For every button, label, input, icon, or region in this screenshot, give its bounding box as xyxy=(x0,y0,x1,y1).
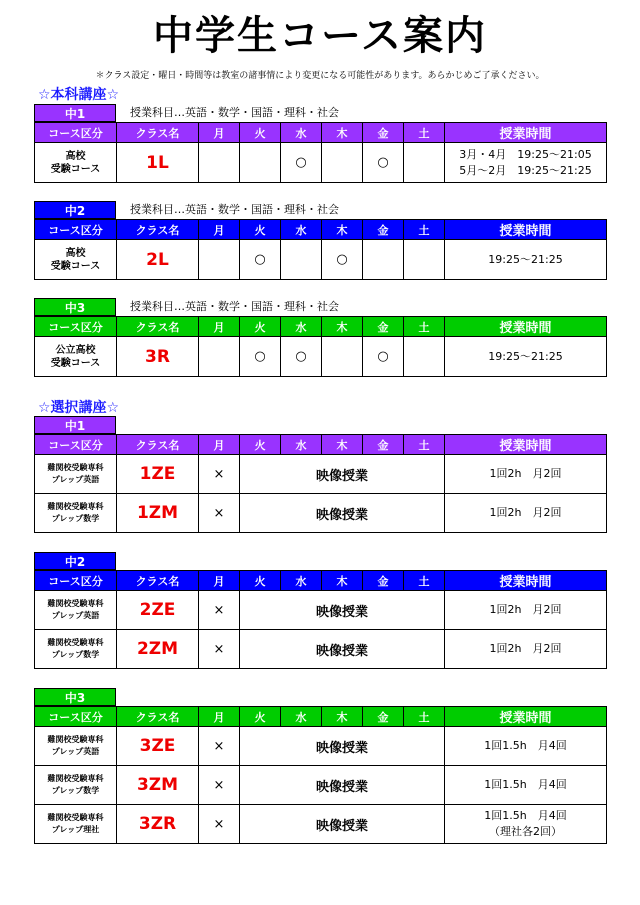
class-cell: 2L xyxy=(117,240,199,280)
day-cell xyxy=(363,240,404,280)
header-sat: 土 xyxy=(404,123,445,143)
course-cell: 高校 受験コース xyxy=(35,240,117,280)
class-cell: 1ZE xyxy=(117,455,199,494)
grade-label: 中1 xyxy=(34,104,116,122)
day-cell: ○ xyxy=(322,240,363,280)
time-cell xyxy=(445,143,607,183)
header-thu: 木 xyxy=(322,435,363,455)
header-time: 授業時間 xyxy=(445,707,607,727)
mon-cell: × xyxy=(199,630,240,669)
main-table-g3 xyxy=(34,316,607,377)
header-thu: 木 xyxy=(322,317,363,337)
header-thu: 木 xyxy=(322,707,363,727)
table-row xyxy=(35,630,607,669)
day-cell xyxy=(199,337,240,377)
header-course: コース区分 xyxy=(35,317,117,337)
header-wed: 水 xyxy=(281,571,322,591)
header-time: 授業時間 xyxy=(445,435,607,455)
elective-table-g3 xyxy=(34,706,607,844)
day-cell xyxy=(404,337,445,377)
time-line: 3月・4月 19:25～21:05 xyxy=(459,147,592,161)
day-cell xyxy=(404,143,445,183)
day-cell xyxy=(199,240,240,280)
header-mon: 月 xyxy=(199,707,240,727)
class-cell: 3ZM xyxy=(117,766,199,805)
elective-course-heading: ☆選択講座☆ xyxy=(38,400,120,416)
header-time: 授業時間 xyxy=(445,123,607,143)
subjects-text: 授業科目…英語・数学・国語・理科・社会 xyxy=(130,300,339,313)
header-wed: 水 xyxy=(281,435,322,455)
course-cell: 難関校受験専科 プレップ英語 xyxy=(35,591,117,630)
video-lesson-cell: 映像授業 xyxy=(240,727,445,766)
header-tue: 火 xyxy=(240,435,281,455)
mon-cell: × xyxy=(199,805,240,844)
header-sat: 土 xyxy=(404,707,445,727)
day-cell: ○ xyxy=(240,337,281,377)
day-cell: ○ xyxy=(240,240,281,280)
header-tue: 火 xyxy=(240,123,281,143)
header-class: クラス名 xyxy=(117,707,199,727)
table-header-row xyxy=(35,707,607,727)
class-cell: 3R xyxy=(117,337,199,377)
day-cell xyxy=(322,337,363,377)
mon-cell: × xyxy=(199,766,240,805)
table-row xyxy=(35,591,607,630)
course-cell: 高校 受験コース xyxy=(35,143,117,183)
course-cell: 難関校受験専科 プレップ数学 xyxy=(35,630,117,669)
table-row xyxy=(35,240,607,280)
header-fri: 金 xyxy=(363,571,404,591)
header-course: コース区分 xyxy=(35,707,117,727)
grade-label: 中3 xyxy=(34,688,116,706)
mon-cell: × xyxy=(199,494,240,533)
day-cell xyxy=(322,143,363,183)
grade-label: 中2 xyxy=(34,552,116,570)
grade-label: 中1 xyxy=(34,416,116,434)
grade-label: 中3 xyxy=(34,298,116,316)
table-header-row xyxy=(35,435,607,455)
header-fri: 金 xyxy=(363,707,404,727)
time-note: （理社各2回） xyxy=(489,825,562,838)
time-cell: 1回2h 月2回 xyxy=(445,591,607,630)
header-thu: 木 xyxy=(322,123,363,143)
video-lesson-cell: 映像授業 xyxy=(240,766,445,805)
table-row xyxy=(35,455,607,494)
video-lesson-cell: 映像授業 xyxy=(240,805,445,844)
header-class: クラス名 xyxy=(117,123,199,143)
header-wed: 水 xyxy=(281,707,322,727)
time-cell: 19:25～21:25 xyxy=(445,240,607,280)
header-tue: 火 xyxy=(240,571,281,591)
header-mon: 月 xyxy=(199,317,240,337)
course-cell: 難関校受験専科 プレップ数学 xyxy=(35,494,117,533)
table-row xyxy=(35,766,607,805)
header-class: クラス名 xyxy=(117,571,199,591)
course-cell: 難関校受験専科 プレップ英語 xyxy=(35,455,117,494)
header-sat: 土 xyxy=(404,317,445,337)
grade-label: 中2 xyxy=(34,201,116,219)
video-lesson-cell: 映像授業 xyxy=(240,630,445,669)
time-cell: 1回2h 月2回 xyxy=(445,494,607,533)
course-cell: 難関校受験専科 プレップ英語 xyxy=(35,727,117,766)
header-wed: 水 xyxy=(281,220,322,240)
time-line: 5月～2月 19:25～21:25 xyxy=(459,163,592,177)
table-header-row xyxy=(35,571,607,591)
header-thu: 木 xyxy=(322,220,363,240)
main-table-g2 xyxy=(34,219,607,280)
video-lesson-cell: 映像授業 xyxy=(240,455,445,494)
header-fri: 金 xyxy=(363,123,404,143)
table-row xyxy=(35,494,607,533)
header-course: コース区分 xyxy=(35,435,117,455)
header-time: 授業時間 xyxy=(445,571,607,591)
header-sat: 土 xyxy=(404,220,445,240)
header-course: コース区分 xyxy=(35,571,117,591)
header-tue: 火 xyxy=(240,317,281,337)
course-cell: 公立高校 受験コース xyxy=(35,337,117,377)
header-class: クラス名 xyxy=(117,220,199,240)
header-fri: 金 xyxy=(363,220,404,240)
class-cell: 1ZM xyxy=(117,494,199,533)
class-cell: 3ZE xyxy=(117,727,199,766)
course-cell: 難関校受験専科 プレップ数学 xyxy=(35,766,117,805)
subjects-text: 授業科目…英語・数学・国語・理科・社会 xyxy=(130,106,339,119)
time-cell: 1回1.5h 月4回 xyxy=(445,766,607,805)
header-tue: 火 xyxy=(240,220,281,240)
time-line: 1回1.5h 月4回 xyxy=(484,809,567,822)
header-wed: 水 xyxy=(281,123,322,143)
header-sat: 土 xyxy=(404,435,445,455)
class-cell: 2ZM xyxy=(117,630,199,669)
table-header-row xyxy=(35,123,607,143)
header-tue: 火 xyxy=(240,707,281,727)
elective-table-g1 xyxy=(34,434,607,533)
day-cell: ○ xyxy=(363,337,404,377)
mon-cell: × xyxy=(199,591,240,630)
header-fri: 金 xyxy=(363,435,404,455)
table-header-row xyxy=(35,317,607,337)
header-sat: 土 xyxy=(404,571,445,591)
table-header-row xyxy=(35,220,607,240)
time-cell: 19:25～21:25 xyxy=(445,337,607,377)
notice-text: ＊クラス設定・曜日・時間等は教室の諸事情により変更になる可能性があります。あらかじめご了承ください。 xyxy=(95,71,545,81)
elective-table-g2 xyxy=(34,570,607,669)
course-cell: 難関校受験専科 プレップ理社 xyxy=(35,805,117,844)
header-class: クラス名 xyxy=(117,435,199,455)
table-row xyxy=(35,337,607,377)
video-lesson-cell: 映像授業 xyxy=(240,591,445,630)
time-cell: 1回1.5h 月4回 xyxy=(445,727,607,766)
header-mon: 月 xyxy=(199,123,240,143)
mon-cell: × xyxy=(199,727,240,766)
day-cell xyxy=(199,143,240,183)
class-cell: 3ZR xyxy=(117,805,199,844)
header-wed: 水 xyxy=(281,317,322,337)
day-cell xyxy=(240,143,281,183)
header-class: クラス名 xyxy=(117,317,199,337)
main-table-g1 xyxy=(34,122,607,183)
class-cell: 2ZE xyxy=(117,591,199,630)
header-time: 授業時間 xyxy=(445,220,607,240)
class-cell: 1L xyxy=(117,143,199,183)
day-cell xyxy=(281,240,322,280)
time-cell: 1回2h 月2回 xyxy=(445,455,607,494)
header-mon: 月 xyxy=(199,435,240,455)
page-title: 中学生コース案内 xyxy=(153,13,487,59)
day-cell xyxy=(404,240,445,280)
time-cell xyxy=(445,805,607,844)
header-fri: 金 xyxy=(363,317,404,337)
table-row xyxy=(35,727,607,766)
video-lesson-cell: 映像授業 xyxy=(240,494,445,533)
header-course: コース区分 xyxy=(35,123,117,143)
time-cell: 1回2h 月2回 xyxy=(445,630,607,669)
table-row xyxy=(35,143,607,183)
header-time: 授業時間 xyxy=(445,317,607,337)
main-course-heading: ☆本科講座☆ xyxy=(38,87,120,103)
header-thu: 木 xyxy=(322,571,363,591)
subjects-text: 授業科目…英語・数学・国語・理科・社会 xyxy=(130,203,339,216)
day-cell: ○ xyxy=(281,143,322,183)
header-course: コース区分 xyxy=(35,220,117,240)
mon-cell: × xyxy=(199,455,240,494)
day-cell: ○ xyxy=(281,337,322,377)
table-row xyxy=(35,805,607,844)
header-mon: 月 xyxy=(199,220,240,240)
day-cell: ○ xyxy=(363,143,404,183)
header-mon: 月 xyxy=(199,571,240,591)
